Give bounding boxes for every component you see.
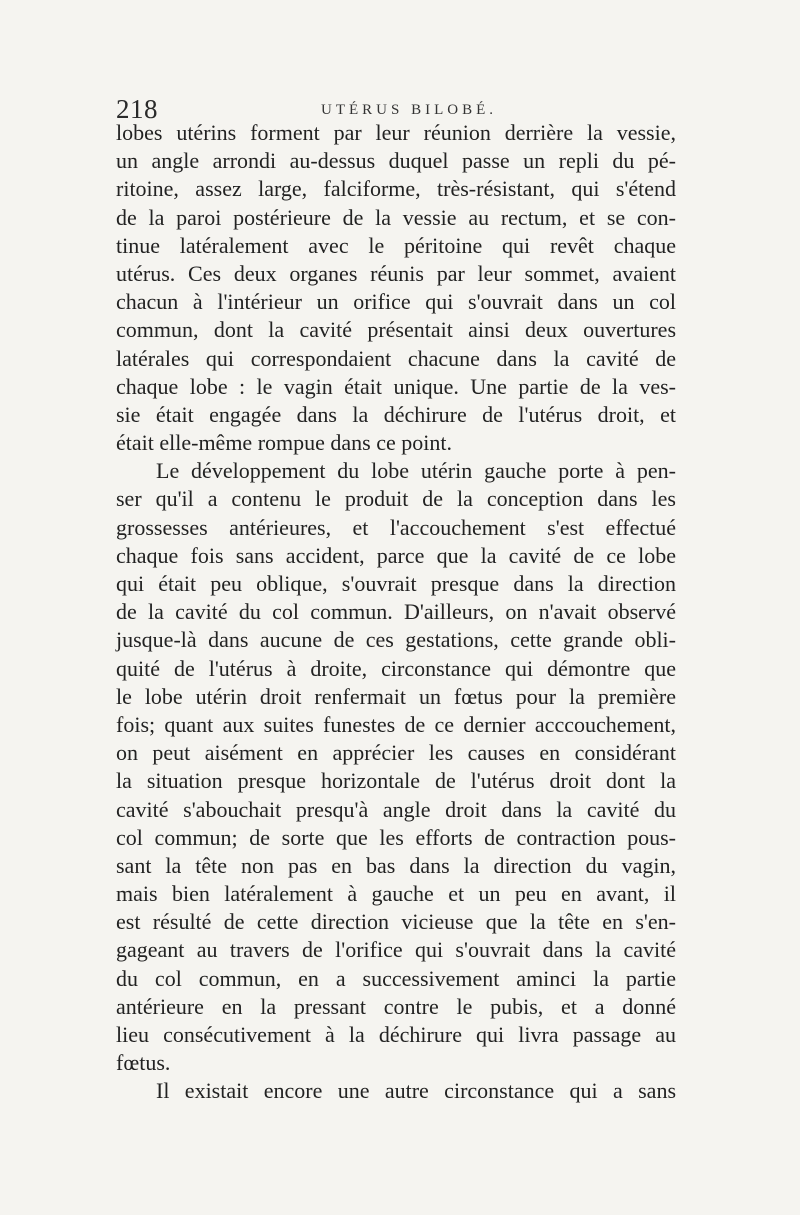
text-line: fois; quant aux suites funestes de ce dernier acccouchement, bbox=[116, 711, 676, 737]
text-line: un angle arrondi au-dessus duquel passe un repli du pé- bbox=[116, 148, 676, 174]
text-line: sant la tête non pas en bas dans la direction du vagin, bbox=[116, 852, 676, 878]
text-line: du col commun, en a successivement aminci la partie bbox=[116, 965, 676, 991]
paragraph-start-line: Le développement du lobe utérin gauche porte à pen- bbox=[156, 458, 676, 484]
text-line: de la paroi postérieure de la vessie au rectum, et se con- bbox=[116, 204, 676, 230]
text-line: col commun; de sorte que les efforts de contraction pous- bbox=[116, 824, 676, 850]
text-line: est résulté de cette direction vicieuse que la tête en s'en- bbox=[116, 909, 676, 935]
text-line: on peut aisément en apprécier les causes en considérant bbox=[116, 740, 676, 766]
text-line: cavité s'abouchait presqu'à angle droit dans la cavité du bbox=[116, 796, 676, 822]
text-line: jusque-là dans aucune de ces gestations, cette grande obli- bbox=[116, 627, 676, 653]
text-line: antérieure en la pressant contre le pubis, et a donné bbox=[116, 993, 676, 1019]
running-title: UTÉRUS BILOBÉ. bbox=[321, 102, 497, 118]
page-number: 218 bbox=[116, 94, 158, 124]
paragraph-start-line: Il existait encore une autre circonstance qui a sans bbox=[156, 1078, 676, 1104]
text-line: la situation presque horizontale de l'utérus droit dont la bbox=[116, 768, 676, 794]
text-line: lobes utérins forment par leur réunion derrière la vessie, bbox=[116, 120, 676, 145]
text-line: gageant au travers de l'orifice qui s'ouvrait dans la cavité bbox=[116, 937, 676, 963]
text-line: ritoine, assez large, falciforme, très-résistant, qui s'étend bbox=[116, 176, 676, 202]
text-line: qui était peu oblique, s'ouvrait presque dans la direction bbox=[116, 571, 676, 596]
text-line: utérus. Ces deux organes réunis par leur sommet, avaient bbox=[116, 260, 676, 286]
body-text bbox=[116, 119, 676, 1106]
text-line: était elle-même rompue dans ce point. bbox=[116, 430, 452, 456]
text-line: grossesses antérieures, et l'accouchement s'est effectué bbox=[116, 514, 676, 540]
text-line: quité de l'utérus à droite, circonstance qui démontre que bbox=[116, 655, 676, 681]
text-line: mais bien latéralement à gauche et un peu en avant, il bbox=[116, 881, 676, 907]
text-line: chaque lobe : le vagin était unique. Une partie de la ves- bbox=[116, 373, 676, 399]
text-line: sie était engagée dans la déchirure de l'utérus droit, et bbox=[116, 401, 676, 427]
text-line: fœtus. bbox=[116, 1050, 171, 1076]
text-line: chaque fois sans accident, parce que la cavité de ce lobe bbox=[116, 542, 676, 568]
text-line: chacun à l'intérieur un orifice qui s'ouvrait dans un col bbox=[116, 289, 676, 315]
text-line: de la cavité du col commun. D'ailleurs, on n'avait observé bbox=[116, 599, 676, 625]
text-line: lieu consécutivement à la déchirure qui livra passage au bbox=[116, 1022, 676, 1047]
text-line: commun, dont la cavité présentait ainsi deux ouvertures bbox=[116, 317, 676, 343]
text-line: le lobe utérin droit renfermait un fœtus pour la première bbox=[116, 683, 676, 709]
text-line: tinue latéralement avec le péritoine qui revêt chaque bbox=[116, 232, 676, 258]
text-line: latérales qui correspondaient chacune dans la cavité de bbox=[116, 345, 676, 371]
text-line: ser qu'il a contenu le produit de la conception dans les bbox=[116, 486, 676, 512]
